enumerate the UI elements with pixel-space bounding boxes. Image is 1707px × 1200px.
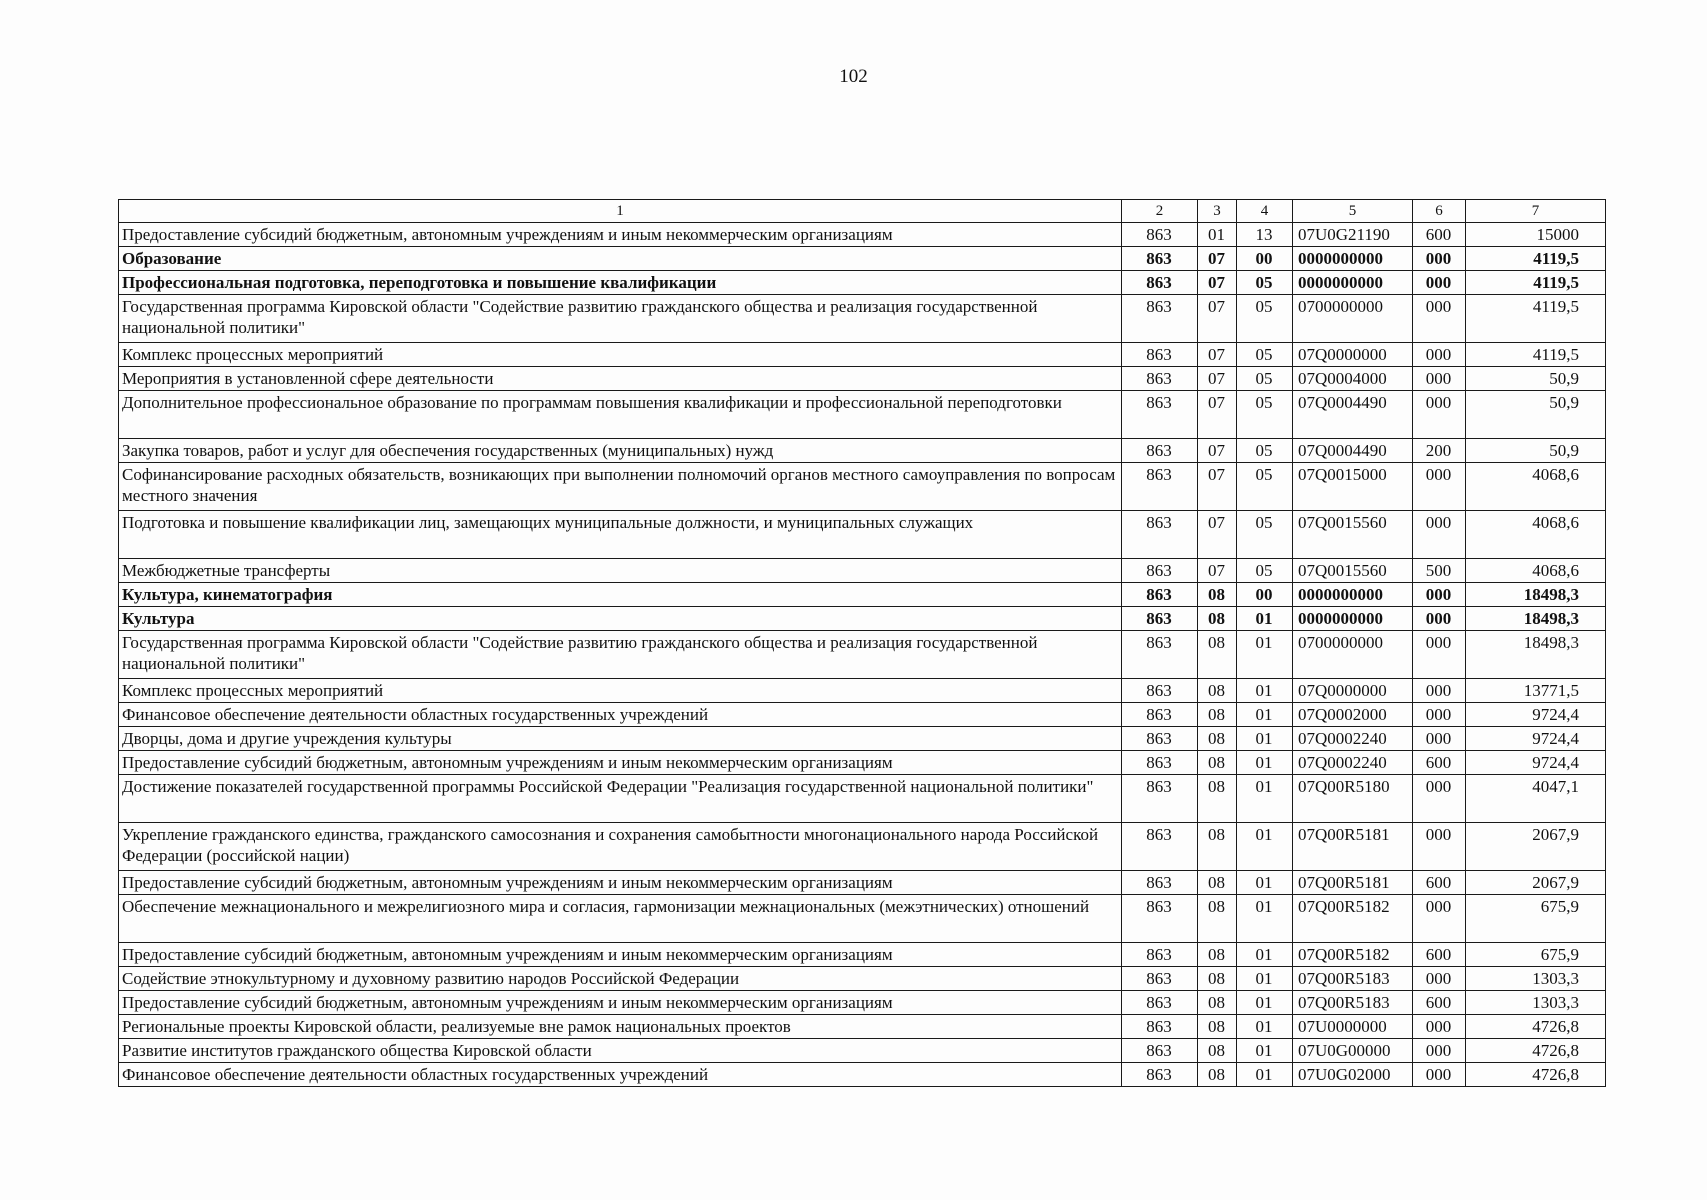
row-subsection-cell: 05 <box>1237 463 1293 511</box>
row-name-cell: Государственная программа Кировской области "Содействие развитию гражданского общества и реализация государственной национальной политики" <box>119 631 1122 679</box>
row-amount-cell: 2067,9 <box>1466 871 1606 895</box>
row-ved-cell: 863 <box>1122 295 1198 343</box>
row-expense-type-cell: 000 <box>1413 823 1466 871</box>
row-name-cell: Дополнительное профессиональное образование по программам повышения квалификации и профессиональной переподготовки <box>119 391 1122 439</box>
row-target-code-cell: 07Q00R5181 <box>1293 823 1413 871</box>
row-ved-cell: 863 <box>1122 247 1198 271</box>
row-section-cell: 08 <box>1198 991 1237 1015</box>
row-ved-cell: 863 <box>1122 607 1198 631</box>
row-ved-cell: 863 <box>1122 991 1198 1015</box>
row-section-cell: 08 <box>1198 751 1237 775</box>
row-subsection-cell: 01 <box>1237 871 1293 895</box>
row-subsection-cell: 01 <box>1237 991 1293 1015</box>
row-expense-type-cell: 000 <box>1413 895 1466 943</box>
row-target-code-cell: 07Q00R5180 <box>1293 775 1413 823</box>
row-name-cell: Закупка товаров, работ и услуг для обеспечения государственных (муниципальных) нужд <box>119 439 1122 463</box>
row-target-code-cell: 07Q00R5183 <box>1293 967 1413 991</box>
row-subsection-cell: 01 <box>1237 727 1293 751</box>
row-expense-type-cell: 000 <box>1413 679 1466 703</box>
row-name-cell: Софинансирование расходных обязательств, возникающих при выполнении полномочий органов местного самоуправления по вопросам местного значения <box>119 463 1122 511</box>
row-expense-type-cell: 000 <box>1413 583 1466 607</box>
row-ved-cell: 863 <box>1122 343 1198 367</box>
row-section-cell: 07 <box>1198 343 1237 367</box>
row-name-cell: Предоставление субсидий бюджетным, автономным учреждениям и иным некоммерческим организациям <box>119 943 1122 967</box>
row-expense-type-cell: 000 <box>1413 463 1466 511</box>
row-name-cell: Мероприятия в установленной сфере деятельности <box>119 367 1122 391</box>
row-section-cell: 07 <box>1198 559 1237 583</box>
row-ved-cell: 863 <box>1122 1015 1198 1039</box>
row-ved-cell: 863 <box>1122 943 1198 967</box>
row-amount-cell: 1303,3 <box>1466 967 1606 991</box>
row-ved-cell: 863 <box>1122 583 1198 607</box>
table-row <box>119 391 1606 439</box>
row-section-cell: 08 <box>1198 583 1237 607</box>
table-row <box>119 247 1606 271</box>
row-expense-type-cell: 000 <box>1413 511 1466 559</box>
row-ved-cell: 863 <box>1122 511 1198 559</box>
row-amount-cell: 15000 <box>1466 223 1606 247</box>
row-amount-cell: 9724,4 <box>1466 751 1606 775</box>
row-name-cell: Образование <box>119 247 1122 271</box>
row-amount-cell: 4726,8 <box>1466 1063 1606 1087</box>
table-row <box>119 775 1606 823</box>
row-amount-cell: 1303,3 <box>1466 991 1606 1015</box>
row-subsection-cell: 01 <box>1237 943 1293 967</box>
row-subsection-cell: 01 <box>1237 1039 1293 1063</box>
col-header-6: 6 <box>1413 200 1466 223</box>
row-expense-type-cell: 500 <box>1413 559 1466 583</box>
row-subsection-cell: 01 <box>1237 775 1293 823</box>
row-expense-type-cell: 000 <box>1413 607 1466 631</box>
row-target-code-cell: 07Q0002240 <box>1293 751 1413 775</box>
row-name-cell: Предоставление субсидий бюджетным, автономным учреждениям и иным некоммерческим организациям <box>119 991 1122 1015</box>
row-subsection-cell: 01 <box>1237 703 1293 727</box>
row-section-cell: 07 <box>1198 367 1237 391</box>
row-target-code-cell: 0000000000 <box>1293 607 1413 631</box>
row-expense-type-cell: 000 <box>1413 247 1466 271</box>
table-row <box>119 343 1606 367</box>
row-subsection-cell: 01 <box>1237 1015 1293 1039</box>
row-section-cell: 08 <box>1198 631 1237 679</box>
row-section-cell: 08 <box>1198 895 1237 943</box>
table-row <box>119 967 1606 991</box>
row-section-cell: 08 <box>1198 775 1237 823</box>
row-ved-cell: 863 <box>1122 271 1198 295</box>
row-amount-cell: 9724,4 <box>1466 727 1606 751</box>
row-section-cell: 08 <box>1198 679 1237 703</box>
row-section-cell: 08 <box>1198 967 1237 991</box>
table-row <box>119 631 1606 679</box>
row-expense-type-cell: 000 <box>1413 367 1466 391</box>
row-name-cell: Предоставление субсидий бюджетным, автономным учреждениям и иным некоммерческим организациям <box>119 871 1122 895</box>
row-subsection-cell: 05 <box>1237 343 1293 367</box>
row-target-code-cell: 07Q0015560 <box>1293 511 1413 559</box>
row-target-code-cell: 0000000000 <box>1293 583 1413 607</box>
table-row <box>119 727 1606 751</box>
budget-table <box>118 199 1606 1087</box>
row-section-cell: 08 <box>1198 1063 1237 1087</box>
row-expense-type-cell: 000 <box>1413 1039 1466 1063</box>
header-row <box>119 200 1606 223</box>
row-ved-cell: 863 <box>1122 1063 1198 1087</box>
row-subsection-cell: 01 <box>1237 607 1293 631</box>
row-subsection-cell: 01 <box>1237 1063 1293 1087</box>
row-amount-cell: 4726,8 <box>1466 1015 1606 1039</box>
row-section-cell: 01 <box>1198 223 1237 247</box>
row-amount-cell: 675,9 <box>1466 943 1606 967</box>
row-ved-cell: 863 <box>1122 391 1198 439</box>
row-expense-type-cell: 000 <box>1413 271 1466 295</box>
row-target-code-cell: 07Q0000000 <box>1293 679 1413 703</box>
row-amount-cell: 4119,5 <box>1466 247 1606 271</box>
row-subsection-cell: 05 <box>1237 367 1293 391</box>
row-ved-cell: 863 <box>1122 967 1198 991</box>
table-row <box>119 991 1606 1015</box>
row-name-cell: Финансовое обеспечение деятельности областных государственных учреждений <box>119 703 1122 727</box>
row-ved-cell: 863 <box>1122 223 1198 247</box>
row-amount-cell: 4119,5 <box>1466 271 1606 295</box>
row-subsection-cell: 01 <box>1237 823 1293 871</box>
row-ved-cell: 863 <box>1122 751 1198 775</box>
col-header-4: 4 <box>1237 200 1293 223</box>
row-target-code-cell: 07Q0015000 <box>1293 463 1413 511</box>
row-subsection-cell: 01 <box>1237 679 1293 703</box>
row-expense-type-cell: 000 <box>1413 727 1466 751</box>
row-section-cell: 07 <box>1198 511 1237 559</box>
row-section-cell: 08 <box>1198 1015 1237 1039</box>
table-row <box>119 1015 1606 1039</box>
row-name-cell: Региональные проекты Кировской области, реализуемые вне рамок национальных проектов <box>119 1015 1122 1039</box>
row-amount-cell: 18498,3 <box>1466 631 1606 679</box>
row-amount-cell: 4068,6 <box>1466 559 1606 583</box>
row-section-cell: 08 <box>1198 607 1237 631</box>
row-target-code-cell: 0000000000 <box>1293 271 1413 295</box>
table-row <box>119 703 1606 727</box>
table-row <box>119 607 1606 631</box>
row-name-cell: Достижение показателей государственной программы Российской Федерации "Реализация государственной национальной политики" <box>119 775 1122 823</box>
row-amount-cell: 4047,1 <box>1466 775 1606 823</box>
row-expense-type-cell: 000 <box>1413 631 1466 679</box>
row-name-cell: Государственная программа Кировской области "Содействие развитию гражданского общества и реализация государственной национальной политики" <box>119 295 1122 343</box>
row-target-code-cell: 07Q0015560 <box>1293 559 1413 583</box>
row-amount-cell: 4068,6 <box>1466 463 1606 511</box>
row-name-cell: Культура, кинематография <box>119 583 1122 607</box>
row-subsection-cell: 05 <box>1237 295 1293 343</box>
page-number: 102 <box>839 66 868 87</box>
row-name-cell: Комплекс процессных мероприятий <box>119 679 1122 703</box>
table-row <box>119 223 1606 247</box>
row-target-code-cell: 0000000000 <box>1293 247 1413 271</box>
table-row <box>119 895 1606 943</box>
row-subsection-cell: 05 <box>1237 391 1293 439</box>
table-row <box>119 679 1606 703</box>
row-expense-type-cell: 000 <box>1413 391 1466 439</box>
col-header-1: 1 <box>119 200 1122 223</box>
row-expense-type-cell: 000 <box>1413 703 1466 727</box>
col-header-7: 7 <box>1466 200 1606 223</box>
table-row <box>119 583 1606 607</box>
row-expense-type-cell: 000 <box>1413 295 1466 343</box>
row-section-cell: 07 <box>1198 271 1237 295</box>
row-section-cell: 08 <box>1198 727 1237 751</box>
table-body <box>119 223 1606 1087</box>
table-row <box>119 1039 1606 1063</box>
row-ved-cell: 863 <box>1122 895 1198 943</box>
table-row <box>119 511 1606 559</box>
row-section-cell: 08 <box>1198 1039 1237 1063</box>
row-target-code-cell: 07Q0002000 <box>1293 703 1413 727</box>
row-amount-cell: 50,9 <box>1466 391 1606 439</box>
row-amount-cell: 9724,4 <box>1466 703 1606 727</box>
row-subsection-cell: 00 <box>1237 583 1293 607</box>
row-amount-cell: 2067,9 <box>1466 823 1606 871</box>
row-ved-cell: 863 <box>1122 439 1198 463</box>
row-subsection-cell: 01 <box>1237 895 1293 943</box>
table-row <box>119 439 1606 463</box>
row-ved-cell: 863 <box>1122 631 1198 679</box>
table-row <box>119 463 1606 511</box>
row-section-cell: 08 <box>1198 871 1237 895</box>
row-section-cell: 08 <box>1198 943 1237 967</box>
col-header-2: 2 <box>1122 200 1198 223</box>
row-expense-type-cell: 000 <box>1413 1015 1466 1039</box>
row-name-cell: Подготовка и повышение квалификации лиц, замещающих муниципальные должности, и муниципальных служащих <box>119 511 1122 559</box>
row-subsection-cell: 05 <box>1237 439 1293 463</box>
row-subsection-cell: 05 <box>1237 271 1293 295</box>
row-target-code-cell: 07Q00R5183 <box>1293 991 1413 1015</box>
row-ved-cell: 863 <box>1122 367 1198 391</box>
row-name-cell: Развитие институтов гражданского общества Кировской области <box>119 1039 1122 1063</box>
row-ved-cell: 863 <box>1122 559 1198 583</box>
row-subsection-cell: 01 <box>1237 631 1293 679</box>
row-ved-cell: 863 <box>1122 823 1198 871</box>
row-expense-type-cell: 200 <box>1413 439 1466 463</box>
table-row <box>119 943 1606 967</box>
col-header-3: 3 <box>1198 200 1237 223</box>
row-expense-type-cell: 600 <box>1413 871 1466 895</box>
row-ved-cell: 863 <box>1122 775 1198 823</box>
row-target-code-cell: 07Q0004490 <box>1293 439 1413 463</box>
row-name-cell: Обеспечение межнационального и межрелигиозного мира и согласия, гармонизации межнациональных (межэтнических) отношений <box>119 895 1122 943</box>
row-subsection-cell: 05 <box>1237 511 1293 559</box>
row-subsection-cell: 00 <box>1237 247 1293 271</box>
row-target-code-cell: 0700000000 <box>1293 295 1413 343</box>
row-name-cell: Профессиональная подготовка, переподготовка и повышение квалификации <box>119 271 1122 295</box>
row-target-code-cell: 07Q00R5182 <box>1293 895 1413 943</box>
table-row <box>119 271 1606 295</box>
row-section-cell: 08 <box>1198 703 1237 727</box>
row-ved-cell: 863 <box>1122 727 1198 751</box>
row-expense-type-cell: 600 <box>1413 943 1466 967</box>
row-section-cell: 08 <box>1198 823 1237 871</box>
row-ved-cell: 863 <box>1122 703 1198 727</box>
row-amount-cell: 4119,5 <box>1466 295 1606 343</box>
row-ved-cell: 863 <box>1122 871 1198 895</box>
row-ved-cell: 863 <box>1122 679 1198 703</box>
row-target-code-cell: 07Q0002240 <box>1293 727 1413 751</box>
row-name-cell: Содействие этнокультурному и духовному развитию народов Российской Федерации <box>119 967 1122 991</box>
row-subsection-cell: 01 <box>1237 967 1293 991</box>
table-row <box>119 559 1606 583</box>
row-name-cell: Финансовое обеспечение деятельности областных государственных учреждений <box>119 1063 1122 1087</box>
table-row <box>119 823 1606 871</box>
row-target-code-cell: 0700000000 <box>1293 631 1413 679</box>
table-row <box>119 295 1606 343</box>
row-target-code-cell: 07U0G21190 <box>1293 223 1413 247</box>
row-amount-cell: 50,9 <box>1466 439 1606 463</box>
row-name-cell: Межбюджетные трансферты <box>119 559 1122 583</box>
row-target-code-cell: 07U0G02000 <box>1293 1063 1413 1087</box>
row-amount-cell: 18498,3 <box>1466 607 1606 631</box>
row-expense-type-cell: 600 <box>1413 751 1466 775</box>
row-target-code-cell: 07Q0004490 <box>1293 391 1413 439</box>
table-row <box>119 871 1606 895</box>
row-name-cell: Укрепление гражданского единства, гражданского самосознания и сохранения самобытности многонационального народа Российской Федерации (российской нации) <box>119 823 1122 871</box>
row-amount-cell: 4726,8 <box>1466 1039 1606 1063</box>
row-amount-cell: 18498,3 <box>1466 583 1606 607</box>
row-expense-type-cell: 600 <box>1413 991 1466 1015</box>
row-expense-type-cell: 000 <box>1413 775 1466 823</box>
row-section-cell: 07 <box>1198 439 1237 463</box>
row-expense-type-cell: 600 <box>1413 223 1466 247</box>
row-section-cell: 07 <box>1198 247 1237 271</box>
row-expense-type-cell: 000 <box>1413 343 1466 367</box>
row-subsection-cell: 01 <box>1237 751 1293 775</box>
row-subsection-cell: 13 <box>1237 223 1293 247</box>
row-subsection-cell: 05 <box>1237 559 1293 583</box>
row-name-cell: Предоставление субсидий бюджетным, автономным учреждениям и иным некоммерческим организациям <box>119 223 1122 247</box>
row-name-cell: Комплекс процессных мероприятий <box>119 343 1122 367</box>
row-target-code-cell: 07Q0000000 <box>1293 343 1413 367</box>
row-amount-cell: 13771,5 <box>1466 679 1606 703</box>
row-amount-cell: 4068,6 <box>1466 511 1606 559</box>
row-amount-cell: 675,9 <box>1466 895 1606 943</box>
row-name-cell: Культура <box>119 607 1122 631</box>
row-target-code-cell: 07Q00R5182 <box>1293 943 1413 967</box>
row-target-code-cell: 07Q0004000 <box>1293 367 1413 391</box>
row-expense-type-cell: 000 <box>1413 967 1466 991</box>
col-header-5: 5 <box>1293 200 1413 223</box>
row-amount-cell: 4119,5 <box>1466 343 1606 367</box>
row-ved-cell: 863 <box>1122 1039 1198 1063</box>
table-row <box>119 751 1606 775</box>
row-section-cell: 07 <box>1198 391 1237 439</box>
row-ved-cell: 863 <box>1122 463 1198 511</box>
table-row <box>119 1063 1606 1087</box>
row-target-code-cell: 07U0G00000 <box>1293 1039 1413 1063</box>
row-section-cell: 07 <box>1198 463 1237 511</box>
row-section-cell: 07 <box>1198 295 1237 343</box>
row-name-cell: Предоставление субсидий бюджетным, автономным учреждениям и иным некоммерческим организациям <box>119 751 1122 775</box>
row-expense-type-cell: 000 <box>1413 1063 1466 1087</box>
row-amount-cell: 50,9 <box>1466 367 1606 391</box>
row-target-code-cell: 07U0000000 <box>1293 1015 1413 1039</box>
table-row <box>119 367 1606 391</box>
row-target-code-cell: 07Q00R5181 <box>1293 871 1413 895</box>
row-name-cell: Дворцы, дома и другие учреждения культуры <box>119 727 1122 751</box>
